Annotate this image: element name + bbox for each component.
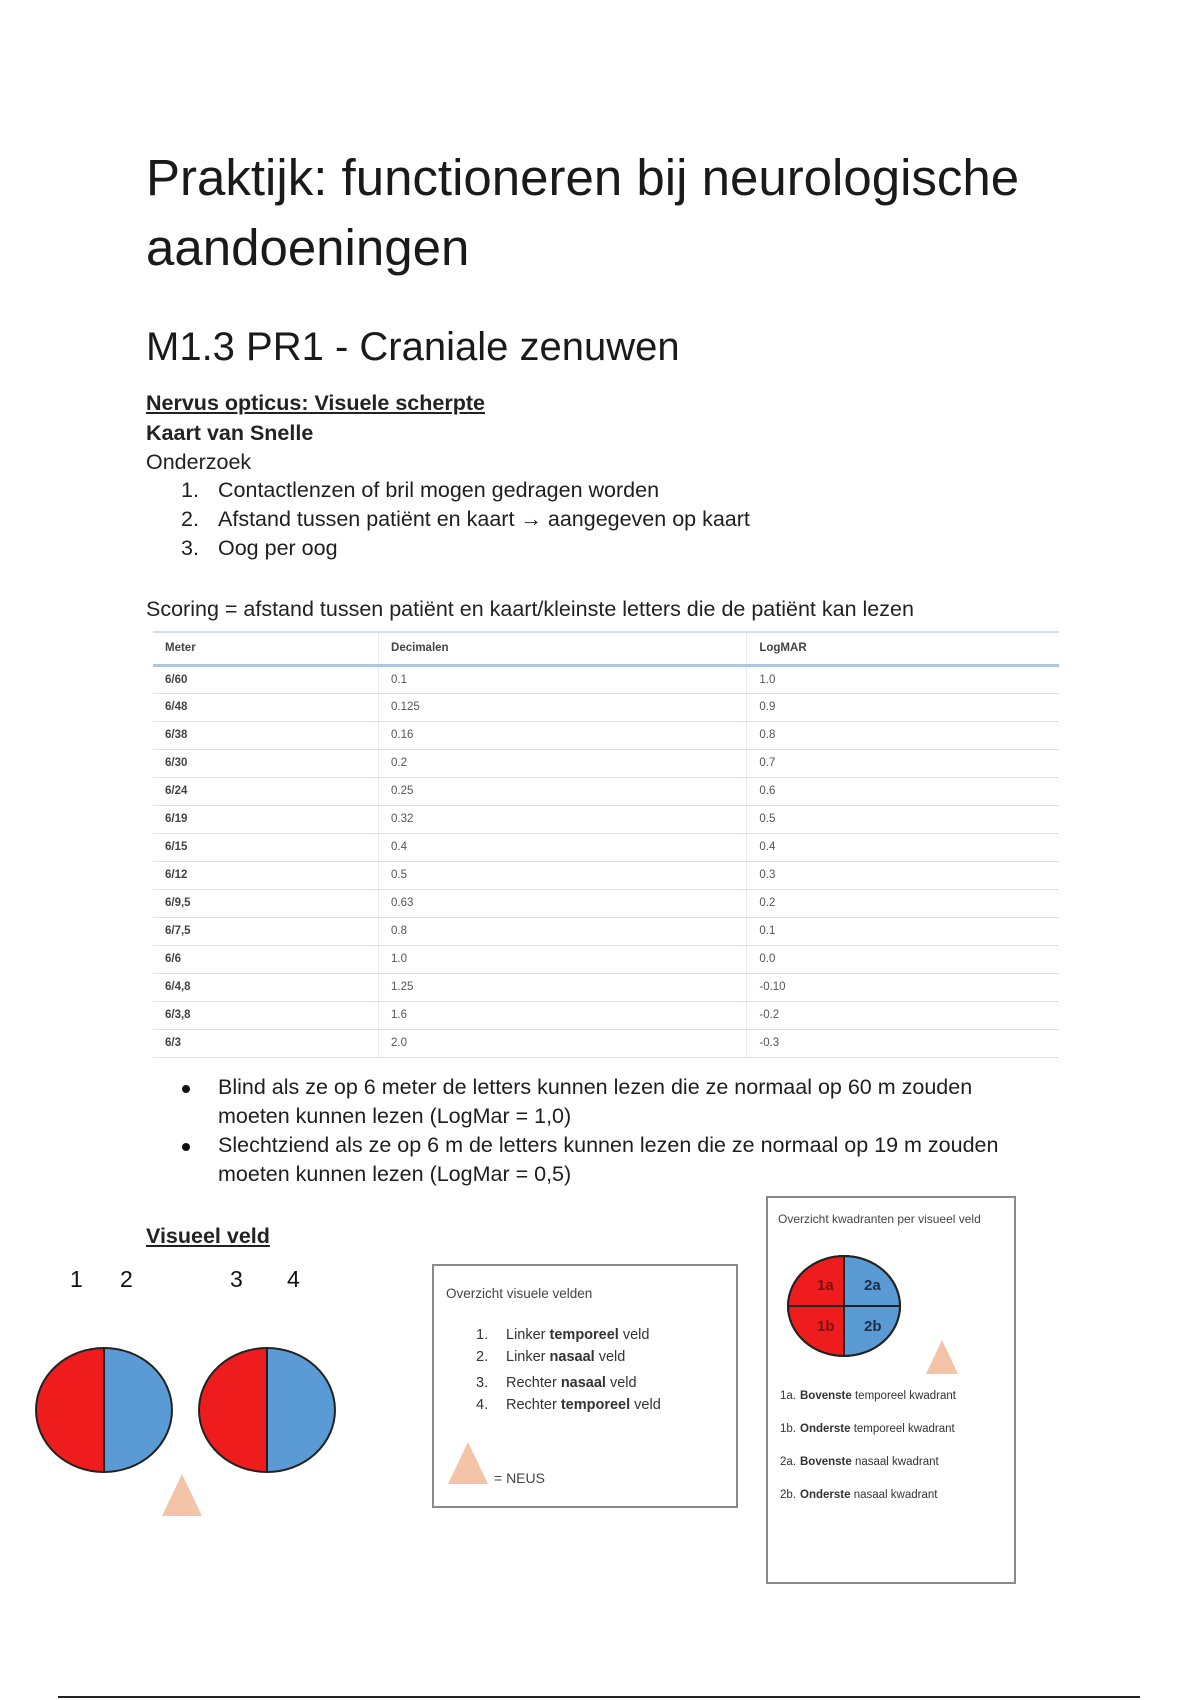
field-number: 2 xyxy=(120,1266,133,1292)
visual-field-heading: Visueel veld xyxy=(146,1224,270,1248)
cell-logmar: 0.9 xyxy=(747,693,1059,721)
cell-logmar: 0.6 xyxy=(747,777,1059,805)
left-nasal-field xyxy=(104,1348,172,1472)
cell-meter: 6/30 xyxy=(153,749,379,777)
table-row xyxy=(153,1029,1059,1057)
table-row xyxy=(153,721,1059,749)
cell-meter: 6/6 xyxy=(153,945,379,973)
table-row xyxy=(153,917,1059,945)
cell-meter: 6/9,5 xyxy=(153,889,379,917)
cell-logmar: 0.2 xyxy=(747,889,1059,917)
table-row xyxy=(153,1001,1059,1029)
cell-meter: 6/24 xyxy=(153,777,379,805)
cell-meter: 6/60 xyxy=(153,665,379,693)
step-text: Oog per oog xyxy=(218,536,338,560)
left-temporal-field xyxy=(36,1348,104,1472)
cell-decimalen: 2.0 xyxy=(379,1029,747,1057)
right-nasal-field xyxy=(267,1348,335,1472)
quadrant-description xyxy=(780,1489,937,1501)
quadrant-rest: temporeel kwadrant xyxy=(851,1390,956,1402)
overview-quadrants-box xyxy=(766,1196,1016,1584)
bullet-icon xyxy=(182,1085,190,1093)
field-bold: temporeel xyxy=(549,1327,619,1343)
quadrant-bold: Bovenste xyxy=(800,1456,852,1468)
quadrant-label-1a: 1a xyxy=(817,1277,834,1294)
quadrant-description xyxy=(780,1390,956,1402)
header-logmar: LogMAR xyxy=(747,632,1059,665)
field-pre: Linker xyxy=(506,1327,550,1343)
cell-decimalen: 0.32 xyxy=(379,805,747,833)
cell-logmar: 0.7 xyxy=(747,749,1059,777)
cell-meter: 6/3,8 xyxy=(153,1001,379,1029)
quadrant-code: 1a. xyxy=(780,1390,796,1402)
overview-fields-title: Overzicht visuele velden xyxy=(446,1286,593,1301)
cell-decimalen: 0.25 xyxy=(379,777,747,805)
quadrant-bold: Onderste xyxy=(800,1423,851,1435)
cell-decimalen: 1.6 xyxy=(379,1001,747,1029)
overview-fields-list xyxy=(476,1324,661,1416)
list-item: 1. Contactlenzen of bril mogen gedragen worden xyxy=(181,478,660,502)
table-row xyxy=(153,861,1059,889)
field-bold: nasaal xyxy=(549,1349,595,1365)
quadrant-description xyxy=(780,1456,939,1468)
quadrant-bold: Onderste xyxy=(800,1489,851,1501)
quadrant-rest: temporeel kwadrant xyxy=(850,1423,955,1435)
quadrant-label-2b: 2b xyxy=(864,1318,882,1335)
page-subtitle: M1.3 PR1 - Craniale zenuwen xyxy=(146,325,680,369)
cell-meter: 6/4,8 xyxy=(153,973,379,1001)
field-post: veld xyxy=(630,1397,661,1413)
table-row xyxy=(153,833,1059,861)
table-row xyxy=(153,777,1059,805)
cell-logmar: 0.0 xyxy=(747,945,1059,973)
cell-logmar: -0.10 xyxy=(747,973,1059,1001)
cell-logmar: 0.4 xyxy=(747,833,1059,861)
footer-divider xyxy=(58,1696,1140,1698)
field-pre: Rechter xyxy=(506,1397,561,1413)
quadrant-label-1b: 1b xyxy=(817,1318,835,1335)
left-eye-field xyxy=(36,1348,172,1472)
list-item xyxy=(146,1131,1046,1189)
field-number: 3 xyxy=(230,1266,243,1292)
scoring-text: Scoring = afstand tussen patiënt en kaart/kleinste letters die de patiënt kan lezen xyxy=(146,597,914,621)
cell-meter: 6/3 xyxy=(153,1029,379,1057)
section-heading: Nervus opticus: Visuele scherpte xyxy=(146,391,485,415)
field-pre: Linker xyxy=(506,1349,550,1365)
bullet-text: Blind als ze op 6 meter de letters kunnen lezen die ze normaal op 60 m zouden moeten kunnen lezen (LogMar = 1,0) xyxy=(218,1075,973,1128)
quadrant-code: 1b. xyxy=(780,1423,796,1435)
header-meter: Meter xyxy=(153,632,379,665)
bullet-list xyxy=(146,1073,1046,1189)
page-title: Praktijk: functioneren bij neurologische aandoeningen xyxy=(146,149,1020,276)
header-decimalen: Decimalen xyxy=(379,632,747,665)
right-eye-field xyxy=(199,1348,335,1472)
list-item xyxy=(476,1346,661,1368)
nose-label: = NEUS xyxy=(494,1470,545,1486)
table-row xyxy=(153,665,1059,693)
bullet-icon xyxy=(182,1143,190,1151)
cell-meter: 6/7,5 xyxy=(153,917,379,945)
nose-triangle-icon xyxy=(446,1438,490,1486)
list-item xyxy=(476,1324,661,1346)
cell-logmar: 1.0 xyxy=(747,665,1059,693)
cell-decimalen: 1.0 xyxy=(379,945,747,973)
quadrants-diagram xyxy=(786,1254,966,1378)
visual-fields-diagram xyxy=(30,1340,350,1520)
table-row xyxy=(153,693,1059,721)
cell-decimalen: 0.1 xyxy=(379,665,747,693)
list-item: 3. Oog per oog xyxy=(181,536,338,560)
cell-decimalen: 0.8 xyxy=(379,917,747,945)
cell-meter: 6/38 xyxy=(153,721,379,749)
table-row xyxy=(153,805,1059,833)
nose-triangle-icon xyxy=(162,1474,202,1516)
bullet-text: Slechtziend als ze op 6 m de letters kunnen lezen die ze normaal op 19 m zouden moeten kunnen lezen (LogMar = 0,5) xyxy=(218,1133,999,1186)
table-row xyxy=(153,973,1059,1001)
table-row xyxy=(153,945,1059,973)
field-n: 1. xyxy=(476,1327,489,1343)
field-bold: nasaal xyxy=(560,1375,606,1391)
field-bold: temporeel xyxy=(560,1397,631,1413)
field-number: 4 xyxy=(287,1266,300,1292)
cell-logmar: -0.2 xyxy=(747,1001,1059,1029)
cell-logmar: 0.5 xyxy=(747,805,1059,833)
cell-logmar: 0.3 xyxy=(747,861,1059,889)
cell-decimalen: 0.2 xyxy=(379,749,747,777)
steps-list xyxy=(146,476,750,563)
intro-label: Onderzoek xyxy=(146,450,252,474)
field-n: 3. xyxy=(476,1375,489,1391)
snellen-table xyxy=(153,631,1059,1058)
cell-decimalen: 0.125 xyxy=(379,693,747,721)
step-text: Afstand tussen patiënt en kaart → aangegeven op kaart xyxy=(218,507,750,531)
list-item xyxy=(476,1394,661,1416)
subheading: Kaart van Snelle xyxy=(146,421,314,445)
field-post: veld xyxy=(605,1375,637,1391)
quadrant-description xyxy=(780,1423,955,1435)
field-post: veld xyxy=(594,1349,626,1365)
list-item xyxy=(146,1073,1046,1131)
table-row xyxy=(153,749,1059,777)
quadrant-label-2a: 2a xyxy=(864,1277,881,1294)
cell-decimalen: 1.25 xyxy=(379,973,747,1001)
overview-quadrants-title: Overzicht kwadranten per visueel veld xyxy=(778,1212,981,1226)
field-post: veld xyxy=(618,1327,650,1343)
cell-decimalen: 0.4 xyxy=(379,833,747,861)
cell-decimalen: 0.5 xyxy=(379,861,747,889)
cell-logmar: -0.3 xyxy=(747,1029,1059,1057)
cell-meter: 6/48 xyxy=(153,693,379,721)
field-n: 2. xyxy=(476,1349,489,1365)
quadrant-rest: nasaal kwadrant xyxy=(850,1489,938,1501)
quadrant-rest: nasaal kwadrant xyxy=(851,1456,939,1468)
cell-logmar: 0.1 xyxy=(747,917,1059,945)
quadrant-code: 2a. xyxy=(780,1456,796,1468)
quadrant-code: 2b. xyxy=(780,1489,796,1501)
quadrant-bold: Bovenste xyxy=(800,1390,852,1402)
table-header-row xyxy=(153,632,1059,665)
field-pre: Rechter xyxy=(506,1375,561,1391)
cell-decimalen: 0.63 xyxy=(379,889,747,917)
cell-meter: 6/12 xyxy=(153,861,379,889)
cell-logmar: 0.8 xyxy=(747,721,1059,749)
field-n: 4. xyxy=(476,1397,489,1413)
cell-meter: 6/15 xyxy=(153,833,379,861)
cell-meter: 6/19 xyxy=(153,805,379,833)
cell-decimalen: 0.16 xyxy=(379,721,747,749)
field-number: 1 xyxy=(70,1266,83,1292)
step-text: Contactlenzen of bril mogen gedragen worden xyxy=(218,478,660,502)
list-item: 2. Afstand tussen patiënt en kaart → aangegeven op kaart xyxy=(181,507,750,531)
overview-fields-box xyxy=(432,1264,738,1508)
nose-triangle-icon xyxy=(926,1340,958,1374)
right-temporal-field xyxy=(199,1348,267,1472)
table-row xyxy=(153,889,1059,917)
list-item xyxy=(476,1372,661,1394)
